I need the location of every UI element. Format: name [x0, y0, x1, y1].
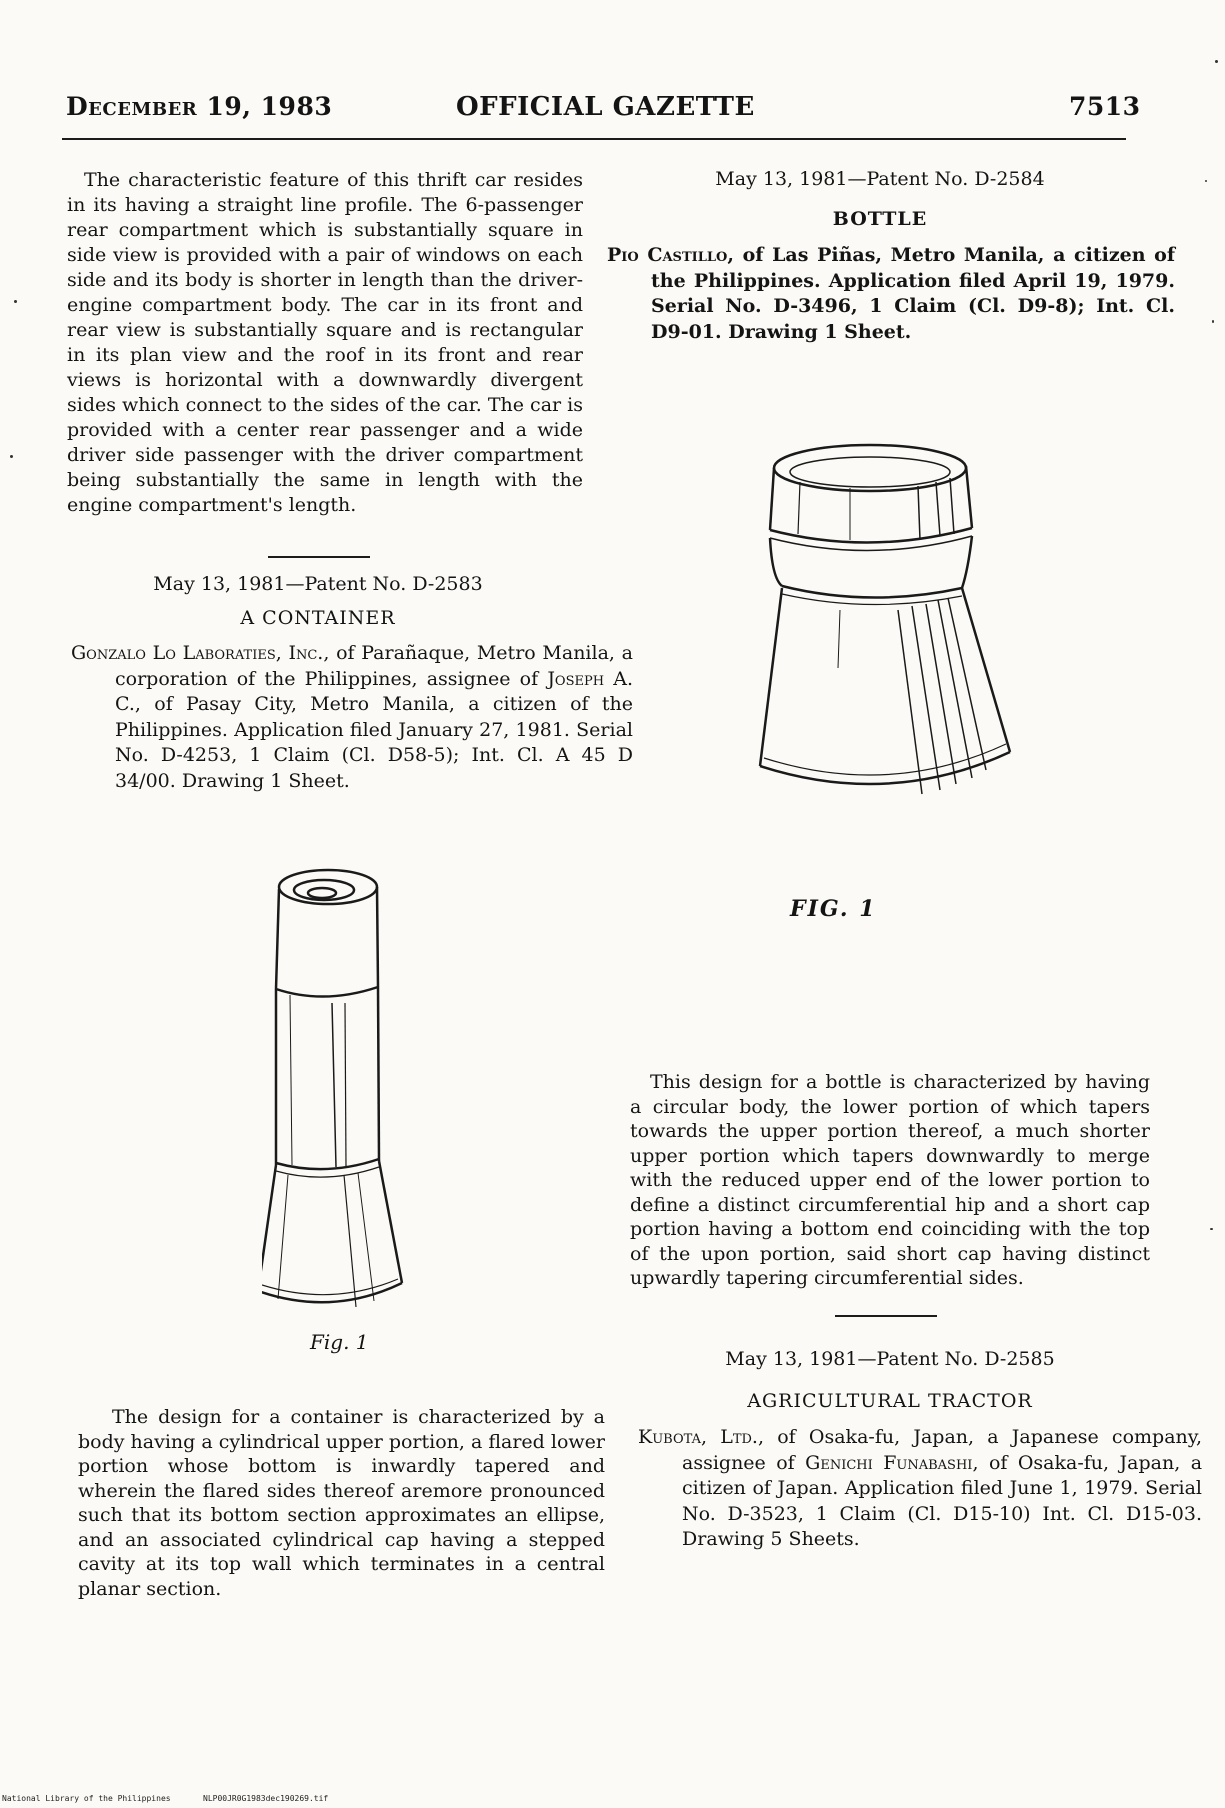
- bottle-figure-label: FIG. 1: [790, 896, 877, 922]
- section-divider: [268, 556, 370, 558]
- scan-speck: [1212, 320, 1214, 323]
- patent-d2584-description: This design for a bottle is characterized by having a circular body, the lower portion of which tapers towards the upper portion thereof, a much shorter upper portion which tapers downwardly to merge with the reduced upper end of the lower portion to define a distinct circumferential hip and a short cap portion having a bottom end coinciding with the top of the upon portion, said short cap having distinct upwardly tapering circumferential sides.: [630, 1071, 1150, 1289]
- bottle-drawing: [740, 438, 1030, 878]
- patent-d2584-date: May 13, 1981—Patent No. D-2584: [715, 168, 1045, 190]
- patent-d2583-body: , of Parañaque, Metro Manila, a corporation of the Philippines, assignee of: [115, 642, 633, 690]
- footer-file-id: NLP00JR0G1983dec190269.tif: [203, 1794, 329, 1803]
- patent-d2585-body2: , of Osaka-fu, Japan, a citizen of Japan. Application filed June 1, 1979. Serial No. D-3523, 1 Claim (Cl. D15-10) Int. Cl. D15-03. Drawing 5 Sheets.: [682, 1451, 1203, 1550]
- header-rule: [62, 138, 1126, 140]
- container-figure-label: Fig. 1: [310, 1330, 369, 1354]
- section-divider-right: [835, 1315, 937, 1317]
- header-date: December 19, 1983: [66, 92, 333, 121]
- patent-d2583-body2: , of Pasay City, Metro Manila, a citizen of the Philippines. Application filed January 27, 1981. Serial No. D-4253, 1 Claim (Cl. D58-5); Int. Cl. A 45 D 34/00. Drawing 1 Sheet.: [115, 693, 633, 792]
- patent-d2585-body: , of Osaka-fu, Japan, a Japanese company, assignee of: [682, 1426, 1203, 1474]
- scan-speck: [1205, 180, 1207, 182]
- scan-speck: [1210, 1228, 1213, 1230]
- patent-d2583-date: May 13, 1981—Patent No. D-2583: [153, 573, 483, 595]
- patent-d2583-assignor: Joseph A. C.: [115, 667, 633, 715]
- container-drawing: [262, 855, 422, 1325]
- scan-speck: [10, 455, 13, 458]
- patent-d2585-applicant-block: [638, 1425, 1202, 1553]
- intro-paragraph: The characteristic feature of this thrift car resides in its having a straight line profile. The 6-passenger rear compartment which is substantially square in side view is provided with a pair of windows on each side and its body is shorter in length than the driver-engine compartment body. The car in its front and rear view is substantially square and is rectangular in its plan view and the roof in its front and rear views is horizontal with a downwardly divergent sides which connect to the sides of the car. The car is provided with a center rear passenger and a wide driver side passenger with the driver compartment being substantially the same in length with the engine compartment's length.: [67, 169, 583, 516]
- header-page-number: 7513: [1069, 92, 1141, 121]
- patent-d2585-applicant: Kubota, Ltd.: [638, 1426, 758, 1448]
- header-title: OFFICIAL GAZETTE: [456, 92, 755, 122]
- patent-d2584-applicant: Pio Castillo: [607, 244, 728, 266]
- patent-d2583-title: A CONTAINER: [240, 607, 396, 629]
- patent-d2585-date: May 13, 1981—Patent No. D-2585: [725, 1348, 1055, 1370]
- scan-speck: [1215, 60, 1218, 63]
- patent-d2583-applicant: Gonzalo Lo Laboraties, Inc.: [71, 642, 324, 664]
- patent-d2583-description: The design for a container is characterized by a body having a cylindrical upper portion, a flared lower portion whose bottom is inwardly tapered and wherein the flared sides thereof aremore pronounced such that its bottom section approximates an ellipse, and an associated cylindrical cap having a stepped cavity at its top wall which terminates in a central planar section.: [78, 1406, 605, 1600]
- patent-d2584-applicant-block: [607, 243, 1175, 345]
- scan-speck: [14, 300, 17, 303]
- patent-d2584-title: BOTTLE: [832, 208, 928, 230]
- patent-d2585-assignor: Genichi Funabashi: [805, 1451, 973, 1474]
- patent-d2583-applicant-block: [71, 641, 633, 794]
- patent-d2584-body: , of Las Piñas, Metro Manila, a citizen of the Philippines. Application filed April 19, 1979. Serial No. D-3496, 1 Claim (Cl. D9-8); Int. Cl. D9-01. Drawing 1 Sheet.: [651, 244, 1176, 343]
- footer-library: National Library of the Philippines: [2, 1794, 171, 1803]
- patent-d2585-title: AGRICULTURAL TRACTOR: [747, 1390, 1033, 1412]
